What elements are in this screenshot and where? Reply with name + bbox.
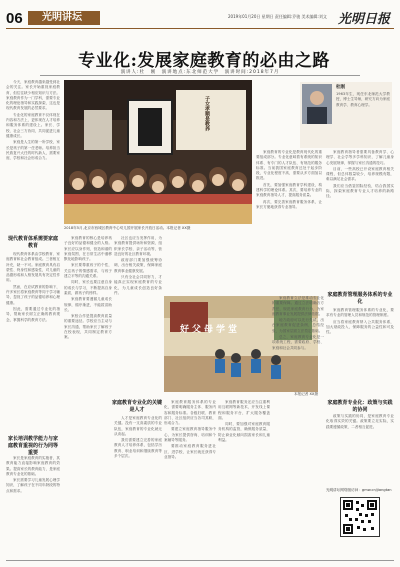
- photo1-caption: 2018年5月,北京市西城区教育中心幼儿园开展家长开放日活动。本报记者 XX摄: [64, 226, 191, 230]
- column-lower-b: 家庭教育服务还应当注重利用互联网等新技术，开发线上课程和服务平台，扩大服务覆盖面。 同时，要加强对家庭教育服务机构的监管，确保服务质量，防止商业化倾向损害家长和儿童利益。: [218, 400, 270, 443]
- footer-credit: 光明讲坛网络版访问：gmw.cn/jiangtan: [326, 488, 392, 492]
- section-tab: 光明讲坛: [28, 11, 100, 25]
- subhead-3: 家庭教育专业化的关键是人才: [111, 400, 162, 413]
- page-number: 06: [6, 10, 23, 27]
- byline-rule: [40, 75, 360, 76]
- column-right-a: 家庭教育的专业化是教育现代化的重要组成部分。专业化意味着有系统的知识体系、有专门的人才队伍、有规范的服务标准。当前我国家庭教育还处于起步阶段，专业化程度不高，需要从多方面加以推进。 首先，要加强家庭教育学科建设，构建科学的理论体系。其次，要培养专业的家庭教育指导人才，提高服务质量。 再次，要完善家庭教育服务体系，让家长方便地获得专业指导。: [256, 150, 322, 209]
- column-lower-e: 政策与实践的协同，是家庭教育专业化取得实效的关键。政策要立足实际，实践要遵循政策，二者相互促进。: [326, 414, 394, 429]
- column-lower-a: 家庭教育服务体系的专业化，需要明确服务主体、服务内容和服务标准。各级妇联、教育部门、社区组织应当各司其职，形成合力。 要建立家庭教育指导服务中心，为家长提供咨询、培训和个案辅导等服务。 要推动家庭教育服务进社区、进学校，让家长就近获得专业指导。: [164, 400, 216, 459]
- main-photo: [64, 80, 252, 224]
- column-lower-c: 家庭教育立法是推动专业化的重要保障。通过立法明确各方责任，规范家庭教育行为，为家庭教育事业发展提供法律依据。 地方政府可以先行先试，出台家庭教育促进条例，总结经验，为国家层面立法奠定基础。 总之，家庭教育专业化是一项系统工程，需要政府、学校、家庭和社会共同参与。: [272, 296, 324, 350]
- photo2-caption: 本报记者 XX摄: [293, 392, 318, 396]
- column-mid-b: 社区也应当发挥作用，为家庭教育提供场所和资源，组织家长学校、亲子活动等，营造良好的社区教育环境。 政府部门要加强统筹协调，出台相关政策，保障家庭教育事业健康发展。 只有全社会共同努力，才能真正实现家庭教育的专业化，为儿童成长创造良好条件。: [114, 236, 162, 295]
- subhead-2: 家长培训教学能力与家庭教育重视的行为同等重要: [7, 436, 58, 456]
- header-meta: 2019年01月20日 星期日 责任编辑:乔骏 美术编辑:刘文: [228, 14, 327, 19]
- header-rule: [6, 28, 394, 29]
- author-name: 杜刚: [336, 85, 345, 90]
- photo2-label: 好父母学堂: [180, 325, 241, 335]
- byline: 演讲人:杜 刚 演讲地点:东北师范大学 演讲时间:2018年7月: [120, 70, 280, 75]
- headline: 专业化:发展家庭教育的必由之路: [78, 51, 330, 71]
- author-bio: 1963年生，现任东北师范大学教授，博士生导师，研究方向为家庭教育学、教育心理学。: [336, 92, 390, 107]
- masthead: 光明日报: [338, 12, 391, 27]
- subhead-4: 家庭教育管理服务体系的专业化: [327, 292, 393, 305]
- author-photo: [302, 84, 332, 124]
- footer-rule: [6, 560, 394, 561]
- subhead-5: 家庭教育专业化：政策与实践的协同: [327, 400, 393, 413]
- intro-column: 今天，家庭教育越来越受到社会的关注。家长开始重视家庭教育，但往往缺少相应知识与方法。家庭教育作为一门学科，需要专业化的理论指导和实践探索，这也是现代教育发展的必然要求。 专业化的家庭教育不仅体现在内容和方法上，更体现在人才培养和服务体系的建设上。家长、学校、社会三方协同，共同促进儿童健康成长。 家庭是人生的第一所学校，家长是孩子的第一任老师。培养担当民族复兴大任的时代新人，需要家庭、学校和社会形成合力。: [6, 80, 60, 161]
- qr-code-graphic: [341, 498, 379, 536]
- column-mid-a: 家庭教育的核心是培养孩子良好的品德和健全的人格。家长应以身作则，营造和谐的家庭氛围，在日常生活中潜移默化地影响孩子。 家长要尊重孩子的个性，关注孩子的情感需求，与孩子建立平等的沟通关系。 同时，家长也要注意自身的成长与学习，不断提高自身素质，做孩子的榜样。 家庭教育要遵循儿童成长规律，循序渐进，不能拔苗助长。 家校合作是提高教育质量的重要途径。学校应当主动与家长沟通，帮助家长了解孩子在校表现，共同制定教育方案。: [64, 236, 112, 340]
- column-right-b: 家庭教育指导者需要具备教育学、心理学、社会学等多学科知识，了解儿童身心发展规律，掌握与家长沟通的技巧。 目前，一些高校已开设家庭教育相关课程，但总体数量较少，培养规模有限，难以满足社会需求。 我们应当借鉴国际经验，结合我国实际，探索家庭教育专业人才培养的新路径。: [326, 150, 394, 199]
- author-portrait-icon: [302, 84, 332, 124]
- column-mid-c: 人才是家庭教育专业化的关键。没有一支高素质的专业队伍，家庭教育的专业化就无从谈起。 我们需要建立完善的家庭教育人才培养体系，包括学历教育、职业培训和继续教育等多个层次。: [114, 416, 162, 459]
- column-left-b: 家长是家庭教育的实施者，其教育能力直接影响家庭教育的效果。提高家长的教育能力，是家庭教育专业化的基础。 家长需要学习儿童发展心理学知识，了解孩子在不同年龄段的特点和需求。: [6, 456, 60, 493]
- classroom-photo-graphic: [64, 80, 252, 224]
- qr-code-icon[interactable]: [340, 497, 380, 537]
- photo1-label: 子女孝顺是教养: [204, 96, 210, 131]
- subhead-1: 现代教育体系需要家庭教育: [7, 236, 58, 249]
- column-lower-d: 家庭教育管理服务体系的专业化，要求有专业的管理人员和规范的管理制度。 应当将家庭教育纳入公共服务体系，加大财政投入，保障服务的公益性和可及性。: [326, 308, 394, 335]
- column-left: 现代教育体系由学校教育、家庭教育和社会教育组成。三者相互补充，缺一不可。家庭教育具有启蒙性、终身性和感染性，对儿童的品德形成和人格发展具有决定性作用。 然而，在应试教育的影响下，许多家长将家庭教育等同于学习辅导，忽视了孩子的品德培养和心理健康。 因此，需要通过专业化的指导，帮助家长树立正确的教育观念，掌握科学的教育方法。: [6, 252, 60, 322]
